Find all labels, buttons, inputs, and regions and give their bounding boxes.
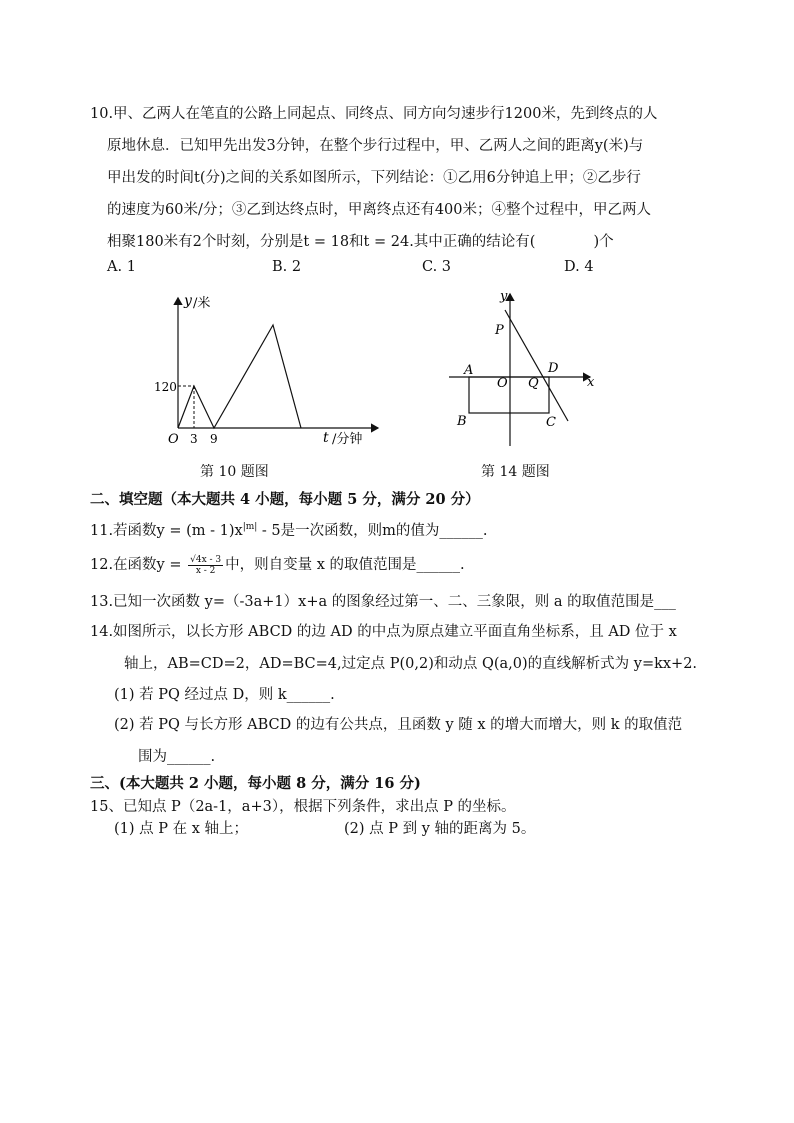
fig10-x-unit: /分钟 (332, 432, 363, 447)
q10-line5: 相聚180米有2个时刻，分别是t = 18和t = 24.其中正确的结论有( )个 (107, 234, 614, 250)
fig14-label-a: A (464, 363, 474, 378)
fig10-tick-3: 3 (190, 432, 198, 446)
fig14-line-pq (505, 310, 568, 421)
q14-sub2-cont: 围为______. (138, 749, 216, 765)
fig14-label-c: C (546, 415, 556, 430)
q10-line2: 原地休息．已知甲先出发3分钟，在整个步行过程中，甲、乙两人之间的距离y(米)与 (107, 138, 644, 154)
fig10-x-label: t (323, 430, 329, 446)
section-2-title: 二、填空题（本大题共 4 小题，每小题 5 分，满分 20 分） (90, 491, 480, 508)
fig10-y-unit: /米 (193, 296, 211, 311)
q14-line1: 14.如图所示，以长方形 ABCD 的边 AD 的中点为原点建立平面直角坐标系，且 AD 位于 x (90, 624, 677, 640)
question-13: 13.已知一次函数 y=（-3a+1）x+a 的图象经过第一、二、三象限，则 a 的取值范围是___ (90, 594, 676, 610)
section-3-title: 三、(本大题共 2 小题，每小题 8 分，满分 16 分) (90, 775, 421, 792)
q14-line2: 轴上，AB=CD=2，AD=BC=4,过定点 P(0,2)和动点 Q(a,0)的直线解析式为 y=kx+2. (124, 656, 698, 672)
fig10-y-label: y (184, 293, 192, 309)
fig10-tick-120: 120 (154, 380, 177, 394)
fig14-label-o: O (497, 376, 508, 391)
q10-option-d: D. 4 (564, 259, 594, 275)
fig14-label-d: D (548, 361, 559, 376)
q15-sub2: (2) 点 P 到 y 轴的距离为 5。 (344, 821, 536, 837)
q11-pre: 11.若函数y = (m - 1)x (90, 523, 243, 539)
q12-post: 中，则自变量 x 的取值范围是______. (225, 557, 465, 573)
figure-14-graph (445, 288, 605, 448)
q11-exponent: |m| (242, 522, 258, 533)
q14-sub2: (2) 若 PQ 与长方形 ABCD 的边有公共点，且函数 y 随 x 的增大而增大，则 k 的取值范 (114, 717, 683, 733)
fig14-label-b: B (457, 414, 467, 429)
question-11 (90, 519, 488, 540)
q10-line1: 10.甲、乙两人在笔直的公路上同起点、同终点、同方向匀速步行1200米，先到终点的人 (90, 106, 658, 122)
fig10-origin: O (168, 432, 179, 447)
q12-numerator: √4x - 3 (190, 554, 222, 565)
q12-denominator: x - 2 (195, 565, 216, 576)
q10-line3: 甲出发的时间t(分)之间的关系如图所示，下列结论：①乙用6分钟追上甲；②乙步行 (107, 170, 641, 186)
q10-option-c: C. 3 (422, 259, 452, 275)
question-12 (90, 553, 465, 576)
fig14-label-p: P (495, 323, 504, 338)
q10-option-a: A. 1 (107, 259, 136, 275)
q12-fraction (188, 555, 223, 576)
fig14-label-q: Q (528, 376, 539, 391)
figure-10-caption: 第 10 题图 (200, 464, 269, 480)
q12-pre: 12.在函数y = (90, 557, 187, 573)
q10-line4: 的速度为60米/分；③乙到达终点时，甲离终点还有400米；④整个过程中，甲乙两人 (107, 202, 652, 218)
q15-line1: 15、已知点 P（2a-1，a+3），根据下列条件，求出点 P 的坐标。 (90, 799, 516, 815)
fig10-tick-9: 9 (210, 432, 218, 446)
fig10-distance-curve (178, 325, 301, 428)
q14-sub1: (1) 若 PQ 经过点 D，则 k______. (114, 687, 335, 703)
q10-option-b: B. 2 (272, 259, 302, 275)
fig14-label-y: y (500, 289, 508, 304)
fig14-label-x: x (587, 375, 595, 390)
figure-10-graph (154, 288, 390, 453)
figure-14-caption: 第 14 题图 (481, 464, 550, 480)
q11-post: - 5是一次函数，则m的值为______. (257, 523, 488, 539)
q15-sub1: (1) 点 P 在 x 轴上； (114, 821, 249, 837)
